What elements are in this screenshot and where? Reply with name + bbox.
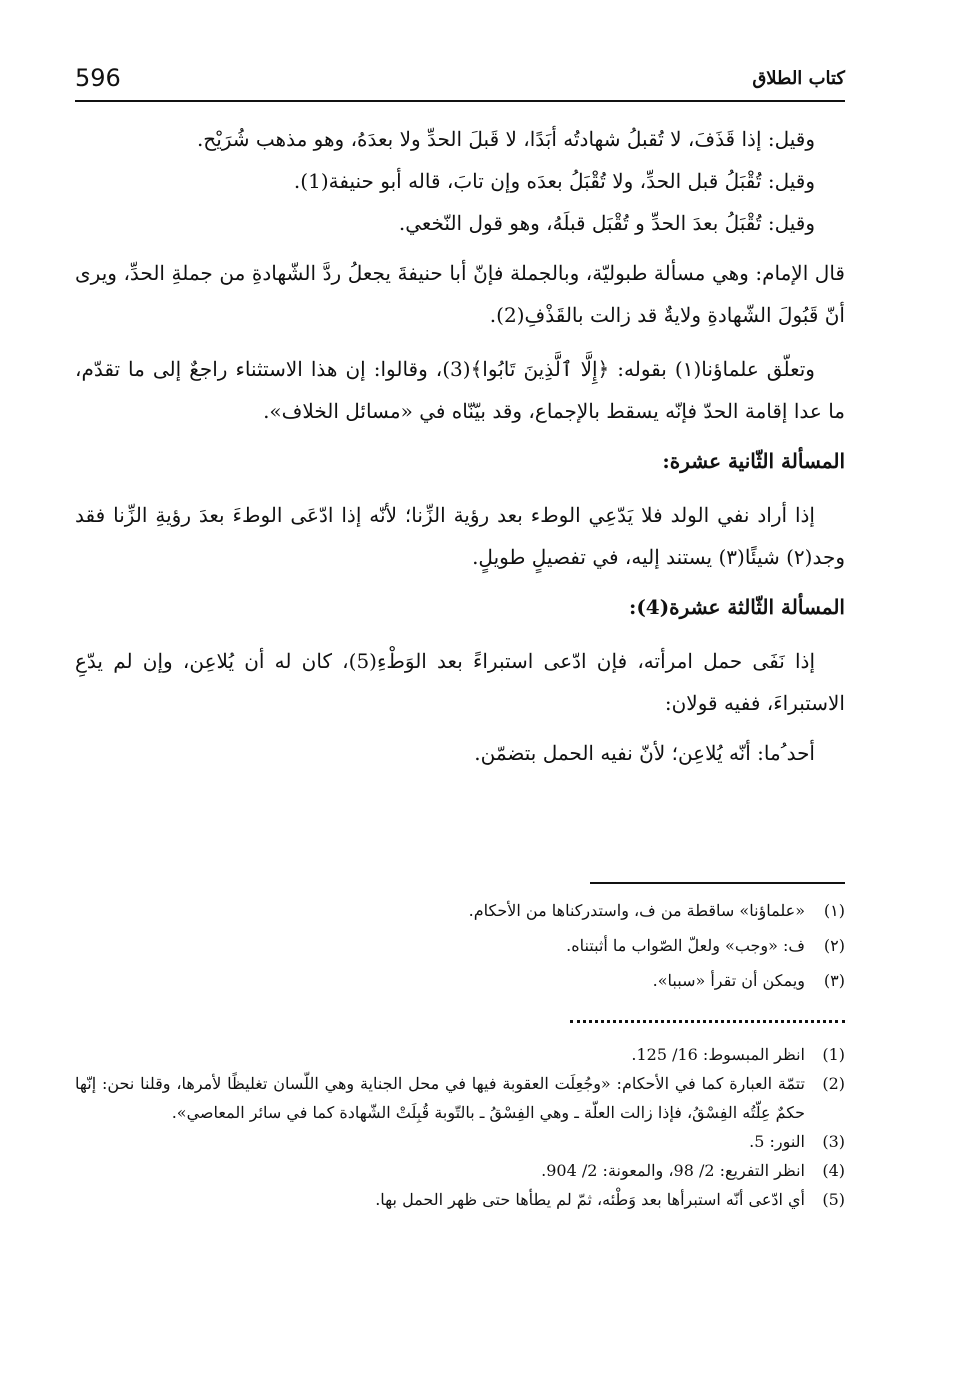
footnote-text: ف: «وجب» ولعلّ الصّواب ما أثبتناه. bbox=[566, 936, 805, 955]
page-header bbox=[75, 62, 845, 98]
source-footnotes bbox=[75, 1040, 845, 1214]
footnote-number: (4) bbox=[822, 1161, 845, 1180]
footnote-text: النور: 5. bbox=[749, 1132, 805, 1151]
dotted-divider bbox=[570, 1020, 845, 1023]
paragraph-4: قال الإمام: وهي مسألة طبوليّة، وبالجملة فإنّ أبا حنيفةَ يجعلُ ردَّ الشّهادةِ من جملةِ الحدِّ، ويرى أنّ قَبُولَ الشّهادةِ ولايةٌ قد زالت بالقَذْفِ(2). bbox=[75, 261, 845, 327]
section-heading-13: المسألة الثّالثة عشرة(4): bbox=[628, 595, 845, 619]
footnote-number: (1) bbox=[822, 1045, 845, 1064]
paragraph-5: وتعلّق علماؤنا(١) بقوله: ﴿إِلَّا ٱلَّذِينَ تَابُوا﴾(3)، وقالوا: إن هذا الاستثناء راجعٌ إلى ما تقدّم، ما عدا إقامة الحدّ فإنّه يسقط بالإجماع، وقد بيّنّاه في «مسائل الخلاف». bbox=[75, 357, 845, 423]
footnote-item bbox=[75, 1185, 845, 1214]
footnote-text: ويمكن أن تقرأ «سببا». bbox=[652, 971, 805, 990]
paragraph-3: وقيل: تُقْبَلُ بعدَ الحدِّ و تُقْبَل قبلَهُ، وهو قول النّخعي. bbox=[398, 211, 815, 235]
footnote-divider bbox=[590, 882, 845, 884]
paragraph-6: إذا أراد نفي الولد فلا يَدّعِي الوطء بعد رؤية الزِّنا؛ لأنّه إذا ادّعَى الوطءَ بعدَ رؤيةِ الزِّنا فقد وجد(٢) شيئًا(٣) يستند إليه، في تفصيلٍ طويلٍ. bbox=[75, 503, 845, 569]
footnote-text: انظر المبسوط: 16/ 125. bbox=[631, 1045, 805, 1064]
footnote-text: تتمّة العبارة كما في الأحكام: «وجُعِلَت العقوبة فيها في محل الجناية وهي اللّسان تغليظًا لأمرها، وقلنا نحن: إنّها حكمٌ عِلّتُه الفِسْقُ، فإذا زالت العلّة ـ وهي الفِسْقُ ـ بالتّوبة قُبِلَتْ الشّهادة كما في سائر المعاصي». bbox=[75, 1074, 805, 1122]
footnote-number: (3) bbox=[822, 1132, 845, 1151]
paragraph-8: أحد ُما: أنّه يُلاعِن؛ لأنّ نفيه الحمل بتضمّن. bbox=[474, 741, 815, 765]
page-number: 596 bbox=[75, 64, 121, 92]
main-text bbox=[75, 118, 845, 774]
header-divider bbox=[75, 100, 845, 102]
section-heading-12: المسألة الثّانية عشرة: bbox=[662, 449, 845, 473]
footnote-text: «علماؤنا» ساقطة من ف، واستدركناها من الأحكام. bbox=[468, 901, 805, 920]
footnote-item bbox=[75, 893, 845, 928]
footnote-item bbox=[75, 963, 845, 998]
footnote-item bbox=[75, 1156, 845, 1185]
footnote-number: (٢) bbox=[823, 936, 845, 955]
footnote-item bbox=[75, 928, 845, 963]
footnote-item bbox=[75, 1069, 845, 1127]
book-title: كتاب الطلاق bbox=[752, 68, 845, 89]
footnote-number: (2) bbox=[822, 1074, 845, 1093]
footnote-item bbox=[75, 1127, 845, 1156]
footnote-number: (١) bbox=[823, 901, 845, 920]
paragraph-7: إذا نَفَى حمل امرأته، فإن ادّعى استبراءً بعد الوَطْءِ(5)، كان له أن يُلاعِن، وإن لم يدّعِ الاستبراءَ، ففيه قولان: bbox=[75, 649, 845, 715]
paragraph-1: وقيل: إذا قَذَفَ، لا تُقبلُ شهادتُه أبَدًا، لا قَبلَ الحدِّ ولا بعدَهُ، وهو مذهب شُرَيْح. bbox=[196, 127, 815, 151]
paragraph-2: وقيل: تُقْبَلُ قبل الحدِّ، ولا تُقْبَلُ بعدَه وإن تابَ، قاله أبو حنيفة(1). bbox=[293, 169, 815, 193]
footnote-number: (5) bbox=[822, 1190, 845, 1209]
footnote-text: أي ادّعى أنّه استبرأها بعد وَطْئه، ثمّ لم يطأها حتى ظهر الحمل بها. bbox=[375, 1190, 805, 1209]
footnote-item bbox=[75, 1040, 845, 1069]
variant-footnotes bbox=[75, 893, 845, 998]
footnote-number: (٣) bbox=[823, 971, 845, 990]
footnote-text: انظر التفريع: 2/ 98، والمعونة: 2/ 904. bbox=[541, 1161, 805, 1180]
